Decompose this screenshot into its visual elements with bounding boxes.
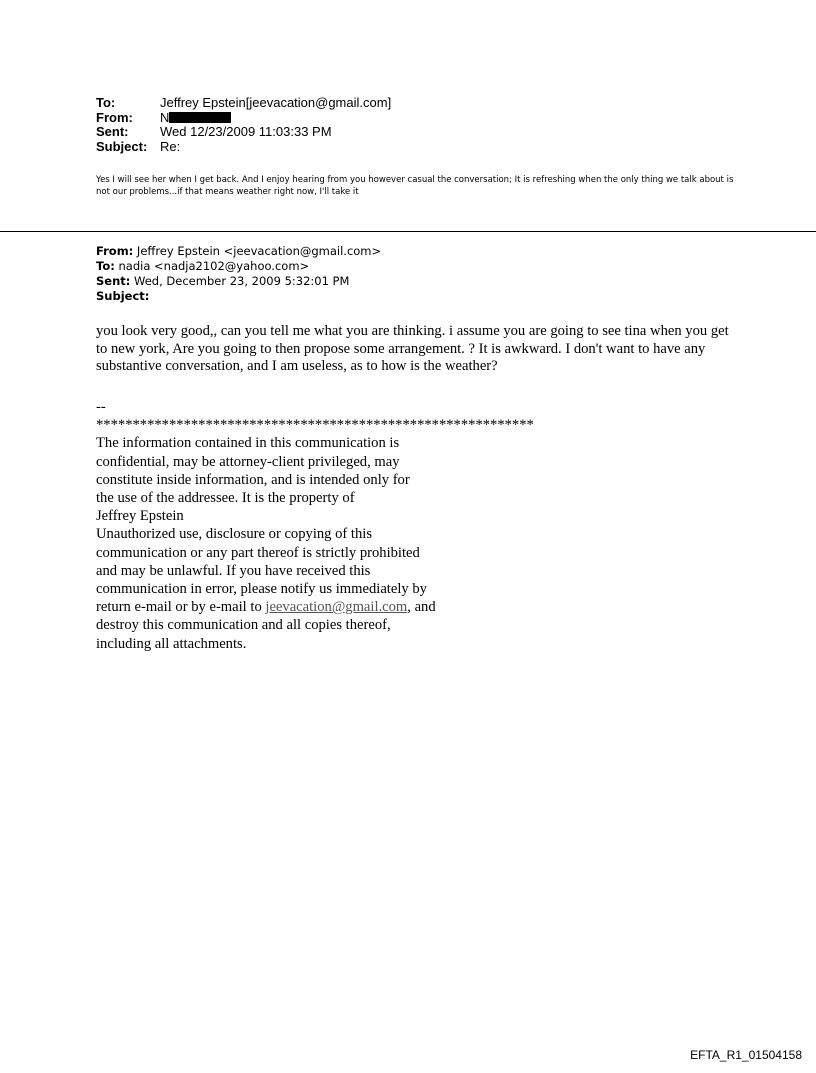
sig-line: communication in error, please notify us immediately by (96, 581, 427, 598)
sent-label: Sent: (96, 124, 129, 139)
sent-value: Wed 12/23/2009 11:03:33 PM (160, 124, 332, 139)
divider (0, 231, 816, 232)
original-header (96, 244, 381, 304)
subject-label: Subject: (96, 138, 148, 154)
orig-subject-label: Subject: (96, 289, 150, 303)
sig-line: the use of the addressee. It is the property of (96, 490, 355, 507)
email-header (96, 96, 391, 154)
orig-sent-value: Wed, December 23, 2009 5:32:01 PM (130, 274, 350, 288)
orig-subject-row (96, 289, 381, 304)
orig-from-label: From: (96, 244, 134, 258)
from-initial: N (160, 109, 170, 125)
signature (96, 398, 534, 653)
sig-line: confidential, may be attorney-client privileged, may (96, 453, 400, 470)
document-id: EFTA_R1_01504158 (690, 1048, 802, 1062)
sig-return-prefix: return e-mail or by e-mail to (96, 599, 266, 616)
sig-line: including all attachments. (96, 635, 247, 652)
sig-line: Jeffrey Epstein (96, 508, 184, 525)
from-value (160, 111, 231, 126)
orig-to-value: nadia <nadja2102@yahoo.com> (114, 259, 310, 273)
from-label: From: (96, 109, 133, 125)
to-label: To: (96, 95, 116, 110)
sig-line: destroy this communication and all copies thereof, (96, 617, 391, 634)
from-row (96, 111, 391, 126)
sig-return-suffix: , and (407, 599, 436, 616)
sig-return-line (96, 598, 534, 616)
email-link[interactable]: jeevacation@gmail.com (265, 599, 408, 616)
orig-sent-row (96, 274, 381, 289)
sig-stars: ************************************************************ (96, 417, 534, 434)
orig-from-value: Jeffrey Epstein <jeevacation@gmail.com> (133, 244, 382, 258)
sig-line: constitute inside information, and is intended only for (96, 471, 410, 488)
sig-line: Unauthorized use, disclosure or copying of this (96, 526, 373, 543)
sig-dash: -- (96, 399, 106, 415)
subject-value: Re: (160, 138, 181, 154)
orig-to-label: To: (96, 259, 115, 273)
subject-row (96, 140, 391, 155)
to-row (96, 96, 391, 111)
sent-row (96, 125, 391, 140)
reply-text: Yes I will see her when I get back. And I enjoy hearing from you however casual the conversation; It is refreshing when the only thing we talk about is not our problems...if that means weather right now, I'll take it (96, 175, 734, 197)
redaction-bar (169, 112, 231, 123)
orig-to-row (96, 259, 381, 274)
message-body: you look very good,, can you tell me what you are thinking. i assume you are going to see tina when you get to new york, Are you going to then propose some arrangement. ? It is awkward. I don't want to have any substantive conversation, and I am useless, as to how is the weather? (96, 323, 729, 374)
orig-from-row (96, 244, 381, 259)
sig-line: communication or any part thereof is strictly prohibited (96, 544, 420, 561)
orig-sent-label: Sent: (96, 274, 131, 288)
sig-line: and may be unlawful. If you have received this (96, 562, 371, 579)
to-value: Jeffrey Epstein[jeevacation@gmail.com] (160, 95, 392, 110)
sig-line: The information contained in this communication is (96, 435, 400, 452)
